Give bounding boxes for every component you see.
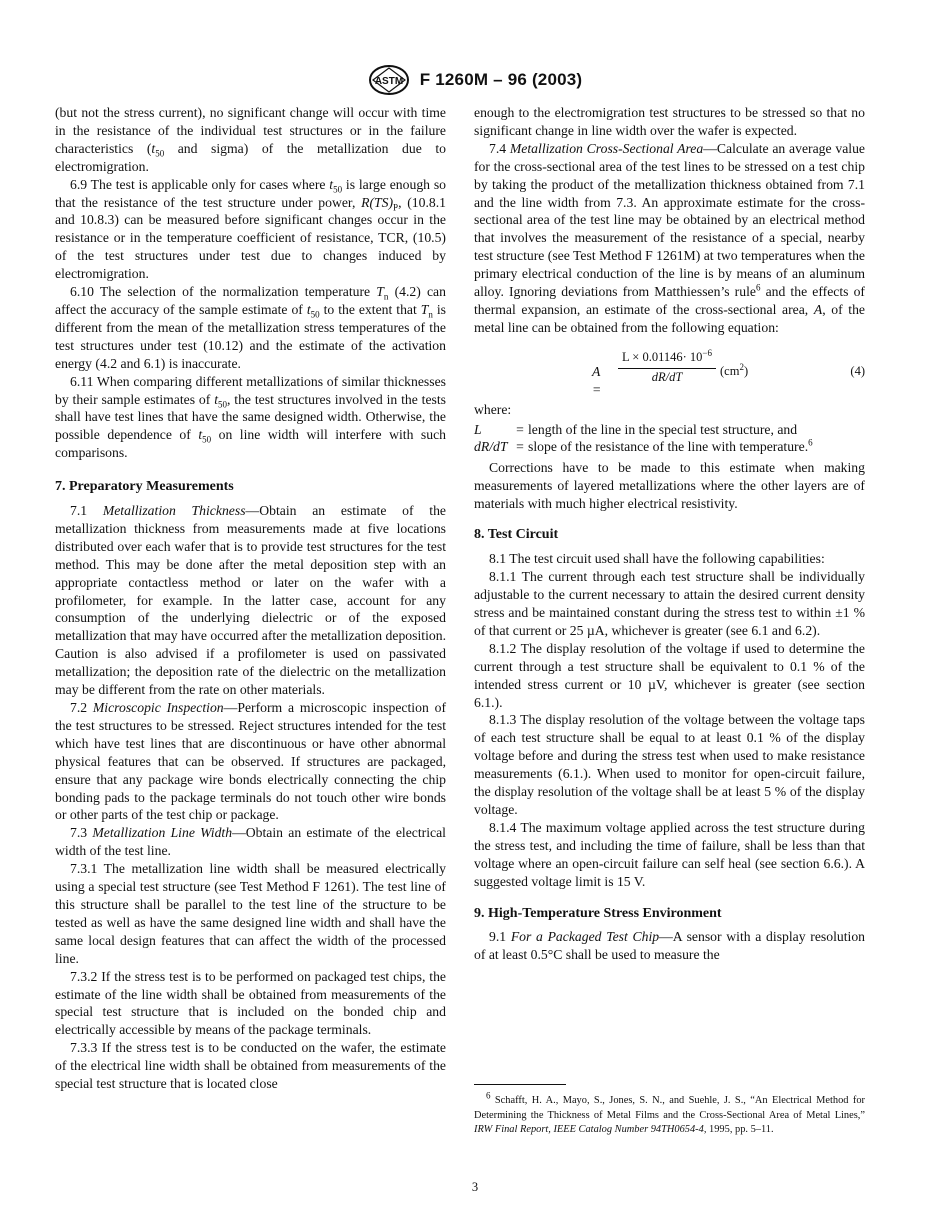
equation-unit: $(cm^2)$	[720, 361, 749, 378]
paragraph-8-1-2: 8.1.2 The display resolution of the voltage if used to determine the current through a test structure shall be equivalent to 0.1 % of the intended stress current or 10 µV, whichever is greater (see section 6.1.).	[474, 640, 865, 710]
paragraph-6-10: 6.10 The selection of the normalization temperature $T_n$ (4.2) can affect the accuracy of the sample estimate of $t_{50}$ to the extent that $T_n$ is different from the mean of the metallization stress temperatures of the test structures under test (10.12) and the estimate of the activation energy (4.2 and 6.1) is inaccurate.	[55, 284, 446, 371]
where-row: L = length of the line in the special test structure, and	[474, 421, 798, 437]
paragraph-continued-right: enough to the electromigration test structures to be stressed so that no significant change in line width over the wafer is expected.	[474, 105, 865, 138]
equation-fraction	[618, 349, 716, 387]
paragraph-corrections: Corrections have to be made to this estimate when making measurements of layered metallizations where the other layers are of materials with much higher electrical resistivity.	[474, 459, 865, 511]
right-column	[474, 104, 865, 964]
equation-denominator: dR/dT	[651, 369, 683, 384]
standard-designation: F 1260M – 96 (2003)	[419, 70, 583, 89]
paragraph-7-3-2: 7.3.2 If the stress test is to be performed on packaged test chips, the estimate of the line width shall be obtained from measurements of the special test structure that is included on the bonded chip and electrically accessible by means of the package terminals.	[55, 968, 446, 1038]
section-8-heading: 8. Test Circuit	[474, 527, 559, 543]
footnote-rule	[474, 1084, 566, 1085]
paragraph-6-11: 6.11 When comparing different metallizations of similar thicknesses by their sample estimates of $t_{50}$, the test structures involved in the tests shall have test lines that have the same designed width. Otherwise, the possible dependence of $t_{50}$ on line width will interfere with such comparisons.	[55, 373, 446, 461]
paragraph-9-1: 9.1 For a Packaged Test Chip—A sensor with a display resolution of at least 0.5°C shall be used to measure the	[474, 929, 866, 963]
svg-text:ASTM: ASTM	[374, 76, 403, 87]
paragraph-8-1-3: 8.1.3 The display resolution of the voltage between the voltage taps of each test structure shall be equal to at least 0.1 % of the display voltage before and during the stress test when used to make resistance measurements (6.1.). When used to monitor for open-circuit failure, the display resolution of the voltage shall be at least 5 % of the display voltage.	[474, 712, 865, 817]
section-9-heading: 9. High-Temperature Stress Environment	[474, 905, 722, 921]
paragraph-7-3-1: 7.3.1 The metallization line width shall be measured electrically using a special test structure (see Test Method F 1261). The test line of this structure shall be parallel to the test line of the structure to be tested as well as have the same designed line width and shall have the same local design features that can affect the width of the processed line.	[55, 861, 446, 966]
paragraph-7-3-3: 7.3.3 If the stress test is to be conducted on the wafer, the estimate of the electrical line width shall be obtained from measurements of the special test structure that is located close	[55, 1040, 446, 1092]
equation-number: (4)	[850, 363, 865, 378]
paragraph-8-1-1: 8.1.1 The current through each test structure shall be individually adjustable to the current necessary to attain the desired current density stress and be maintained constant during the stress test to within ±1 % of that current or 25 µA, whichever is greater (see 6.1 and 6.2).	[474, 569, 865, 638]
where-definitions	[474, 421, 865, 455]
section-7-heading: 7. Preparatory Measurements	[55, 479, 234, 495]
paragraph-7-3: 7.3 Metallization Line Width—Obtain an estimate of the electrical width of the test line.	[55, 825, 446, 859]
paragraph-7-1: 7.1 Metallization Thickness—Obtain an estimate of the metallization thickness from measurements made at five locations distributed over each wafer that is to provide test structures for the test method. This may be done after the metal deposition step with an appropriate contactless method or later on the wafer with a profilometer, for example. In the latter case, account for any consumption of the underlying dielectric or of the exposed metallization that may have occurred after the metallization deposition. Caution is also advised if a profilometer is used on passivated metallization; the deposition rate of the dielectric on the metallization may be different from the rate on other materials.	[55, 503, 446, 698]
page-number: 3	[471, 1180, 479, 1194]
page-header	[0, 64, 950, 96]
equation-numerator: $L \times 0.01146\cdot 10^{-6}$	[618, 349, 716, 369]
equation-4	[474, 347, 865, 397]
paragraph-continued: (but not the stress current), no significant change will occur with time in the resistance of the individual test structures or in the failure characteristics ($t_{50}$ and sigma) of the metallization due to electromigration.	[55, 105, 446, 174]
paragraph-8-1-4: 8.1.4 The maximum voltage applied across the test structure during the stress test, and including the time of failure, shall be less than that voltage where an open-circuit failure can self heal (see section 6.6.). A suggested voltage limit is 15 V.	[474, 819, 865, 889]
equation-lhs: A =	[592, 363, 602, 397]
left-column	[55, 104, 446, 1093]
footnote-6: $^6$ Schafft, H. A., Mayo, S., Jones, S. N., and Suehle, J. S., “An Electrical Method for Determining the Thickness of Metal Films and the Cross-Sectional Area of Metal Lines,” IRW Final Report, IEEE Catalog Number 94TH0654-4, 1995, pp. 5–11.	[474, 1090, 865, 1135]
paragraph-7-4: 7.4 Metallization Cross-Sectional Area—Calculate an average value for the cross-sectional area of the test lines to be stressed on a test chip by taking the product of the metallization thickness obtained from 7.1 and the line width from 7.3. An approximate estimate for the cross-sectional area of the test line may be obtained by an electrical method that involves the measurement of the resistance of a special, nearby test structure (see Test Method F 1261M) at two temperatures when the primary electrical conduction of the line is by means of an aluminum alloy. Ignoring deviations from Matthiessen’s rule$^6$ and the effects of thermal expansion, an estimate of the cross-sectional area, A, of the metal line can be obtained from the following equation:	[474, 140, 865, 335]
paragraph-6-9: 6.9 The test is applicable only for cases where $t_{50}$ is large enough so that the resistance of the test structure under power, $R(TS)_P$, (10.8.1 and 10.8.3) can be measured before significant changes occur in the resistance or in the temperature coefficient of resistance, TCR, (10.5) of the test structures under test due to changes induced by electromigration.	[55, 176, 446, 282]
astm-logo-icon	[368, 64, 410, 96]
paragraph-8-1: 8.1 The test circuit used shall have the following capabilities:	[489, 551, 825, 567]
where-label: where:	[474, 401, 512, 417]
where-row: dR/dT = slope of the resistance of the line with temperature.$^6$	[474, 437, 813, 454]
paragraph-7-2: 7.2 Microscopic Inspection—Perform a microscopic inspection of the test structures to be stressed. Reject structures intended for the test which have test lines that are discontinuous or have other abnormal physical features that can be observed. If structures are packaged, ensure that any package wire bonds electrically connecting the chip bonding pads to the package terminals do not touch other wire bonds or other parts of the test chip or package.	[55, 700, 446, 823]
